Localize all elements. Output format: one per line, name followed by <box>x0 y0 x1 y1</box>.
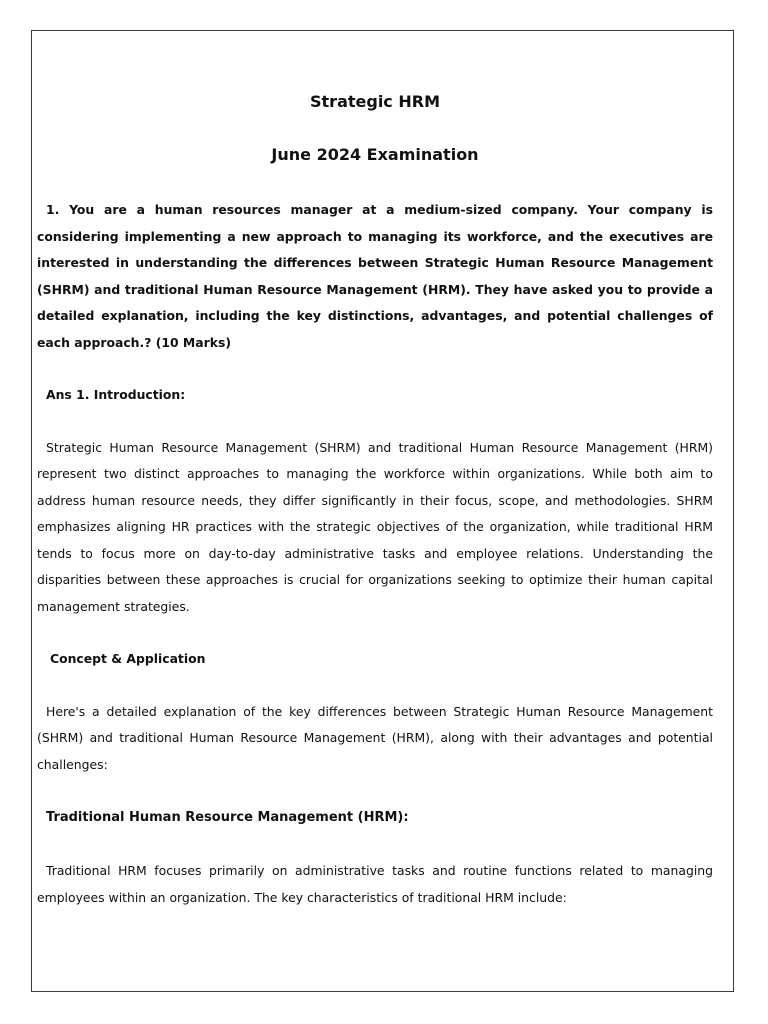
explanation-paragraph: Here's a detailed explanation of the key differences between Strategic Human Resource Management (SHRM) and traditional Human Resource Management (HRM), along with their advantages and potential challenges: <box>37 703 713 772</box>
document-title: Strategic HRM <box>310 92 440 111</box>
document-body <box>37 90 713 911</box>
introduction-paragraph: Strategic Human Resource Management (SHRM) and traditional Human Resource Management (HRM) represent two distinct approaches to managing the workforce within organizations. While both aim to address human resource needs, they differ significantly in their focus, scope, and methodologies. SHRM emphasizes aligning HR practices with the strategic objectives of the organization, while traditional HRM tends to focus more on day-to-day administrative tasks and employee relations. Understanding the disparities between these approaches is crucial for organizations seeking to optimize their human capital management strategies. <box>37 439 713 614</box>
question-paragraph: 1. You are a human resources manager at a medium-sized company. Your company is considering implementing a new approach to managing its workforce, and the executives are interested in understanding the differences between Strategic Human Resource Management (SHRM) and traditional Human Resource Management (HRM). They have asked you to provide a detailed explanation, including the key distinctions, advantages, and potential challenges of each approach.? (10 Marks) <box>37 202 713 350</box>
answer-heading: Ans 1. Introduction: <box>46 387 186 402</box>
traditional-hrm-paragraph: Traditional HRM focuses primarily on administrative tasks and routine functions related to managing employees within an organization. The key characteristics of traditional HRM include: <box>37 863 713 905</box>
concept-heading: Concept & Application <box>50 651 206 666</box>
document-subtitle: June 2024 Examination <box>271 145 479 164</box>
traditional-hrm-heading: Traditional Human Resource Management (HRM): <box>46 810 409 825</box>
